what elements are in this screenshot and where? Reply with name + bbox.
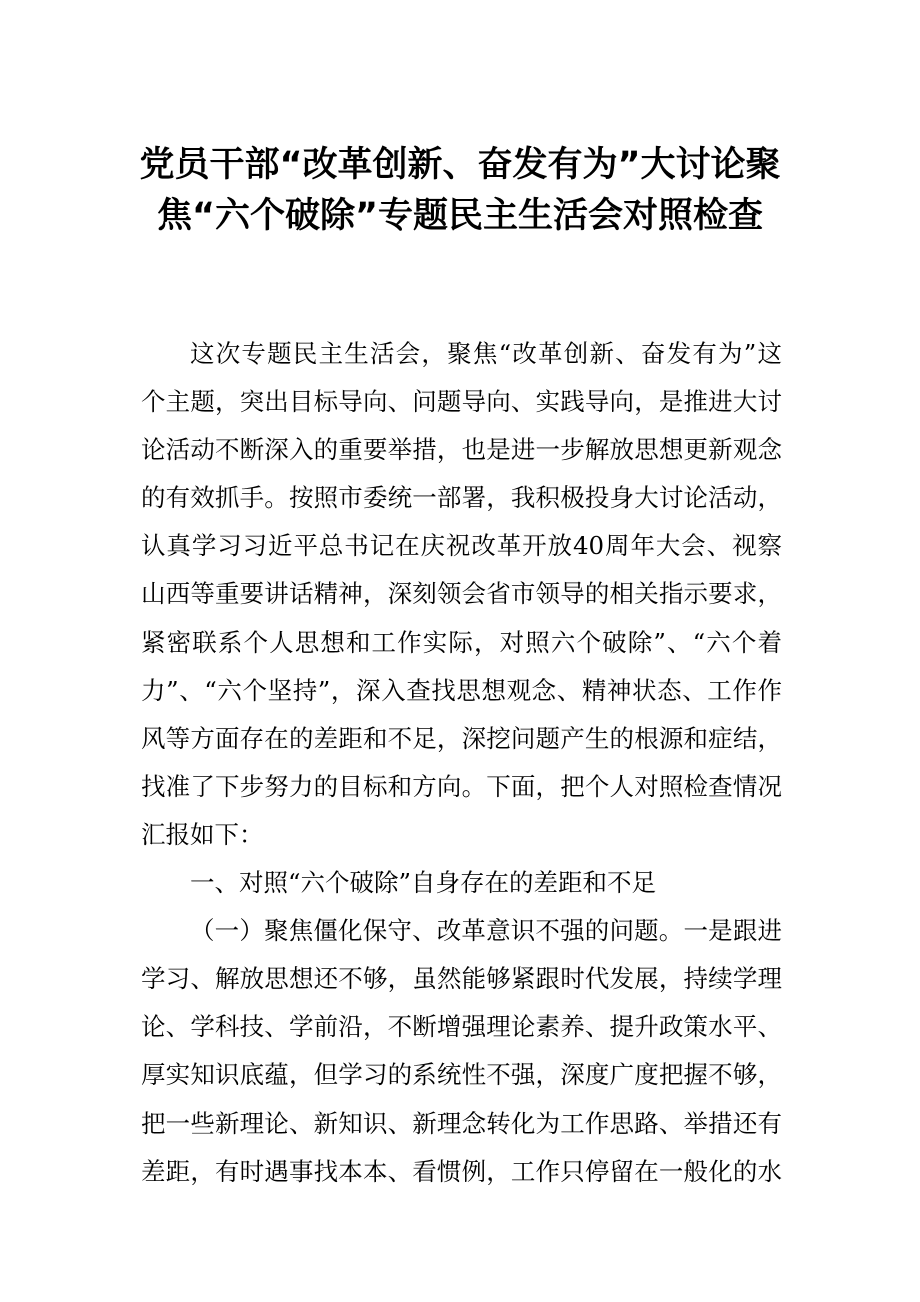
paragraph-line: 差距，有时遇事找本本、看惯例，工作只停留在一般化的水	[141, 1156, 782, 1186]
paragraph-line: 紧密联系个人思想和工作实际，对照六个破除”、“六个着	[141, 627, 782, 657]
paragraph-line: 的有效抓手。按照市委统一部署，我积极投身大讨论活动，	[141, 483, 782, 513]
title-line: 焦“六个破除”专题民主生活会对照检查	[156, 196, 763, 236]
document-title	[130, 140, 790, 242]
title-line: 党员干部“改革创新、奋发有为”大讨论聚	[139, 145, 781, 185]
section-heading: 一、对照“六个破除”自身存在的差距和不足	[190, 868, 657, 898]
paragraph-line: 力”、“六个坚持”，深入查找思想观念、精神状态、工作作	[141, 675, 782, 705]
paragraph-line: 汇报如下：	[141, 819, 264, 849]
document-body	[141, 330, 782, 1196]
paragraph-line: 山西等重要讲话精神，深刻领会省市领导的相关指示要求，	[141, 579, 782, 609]
paragraph-line: 找准了下步努力的目标和方向。下面，把个人对照检查情况	[141, 771, 782, 801]
paragraph-line: 论、学科技、学前沿，不断增强理论素养、提升政策水平、	[141, 1012, 782, 1042]
paragraph-line: 把一些新理论、新知识、新理念转化为工作思路、举措还有	[141, 1108, 782, 1138]
paragraph-line: 风等方面存在的差距和不足，深挖问题产生的根源和症结，	[141, 723, 782, 753]
paragraph-line: 厚实知识底蕴，但学习的系统性不强，深度广度把握不够，	[141, 1060, 782, 1090]
paragraph-line: 这次专题民主生活会，聚焦“改革创新、奋发有为”这	[190, 339, 782, 368]
paragraph-line: 认真学习习近平总书记在庆祝改革开放40周年大会、视察	[141, 531, 782, 561]
paragraph-line: 个主题，突出目标导向、问题导向、实践导向，是推进大讨	[141, 387, 782, 417]
paragraph-line: 论活动不断深入的重要举措，也是进一步解放思想更新观念	[141, 435, 782, 465]
paragraph-line: 学习、解放思想还不够，虽然能够紧跟时代发展，持续学理	[141, 964, 782, 994]
paragraph-line: （一）聚焦僵化保守、改革意识不强的问题。一是跟进	[190, 916, 782, 946]
